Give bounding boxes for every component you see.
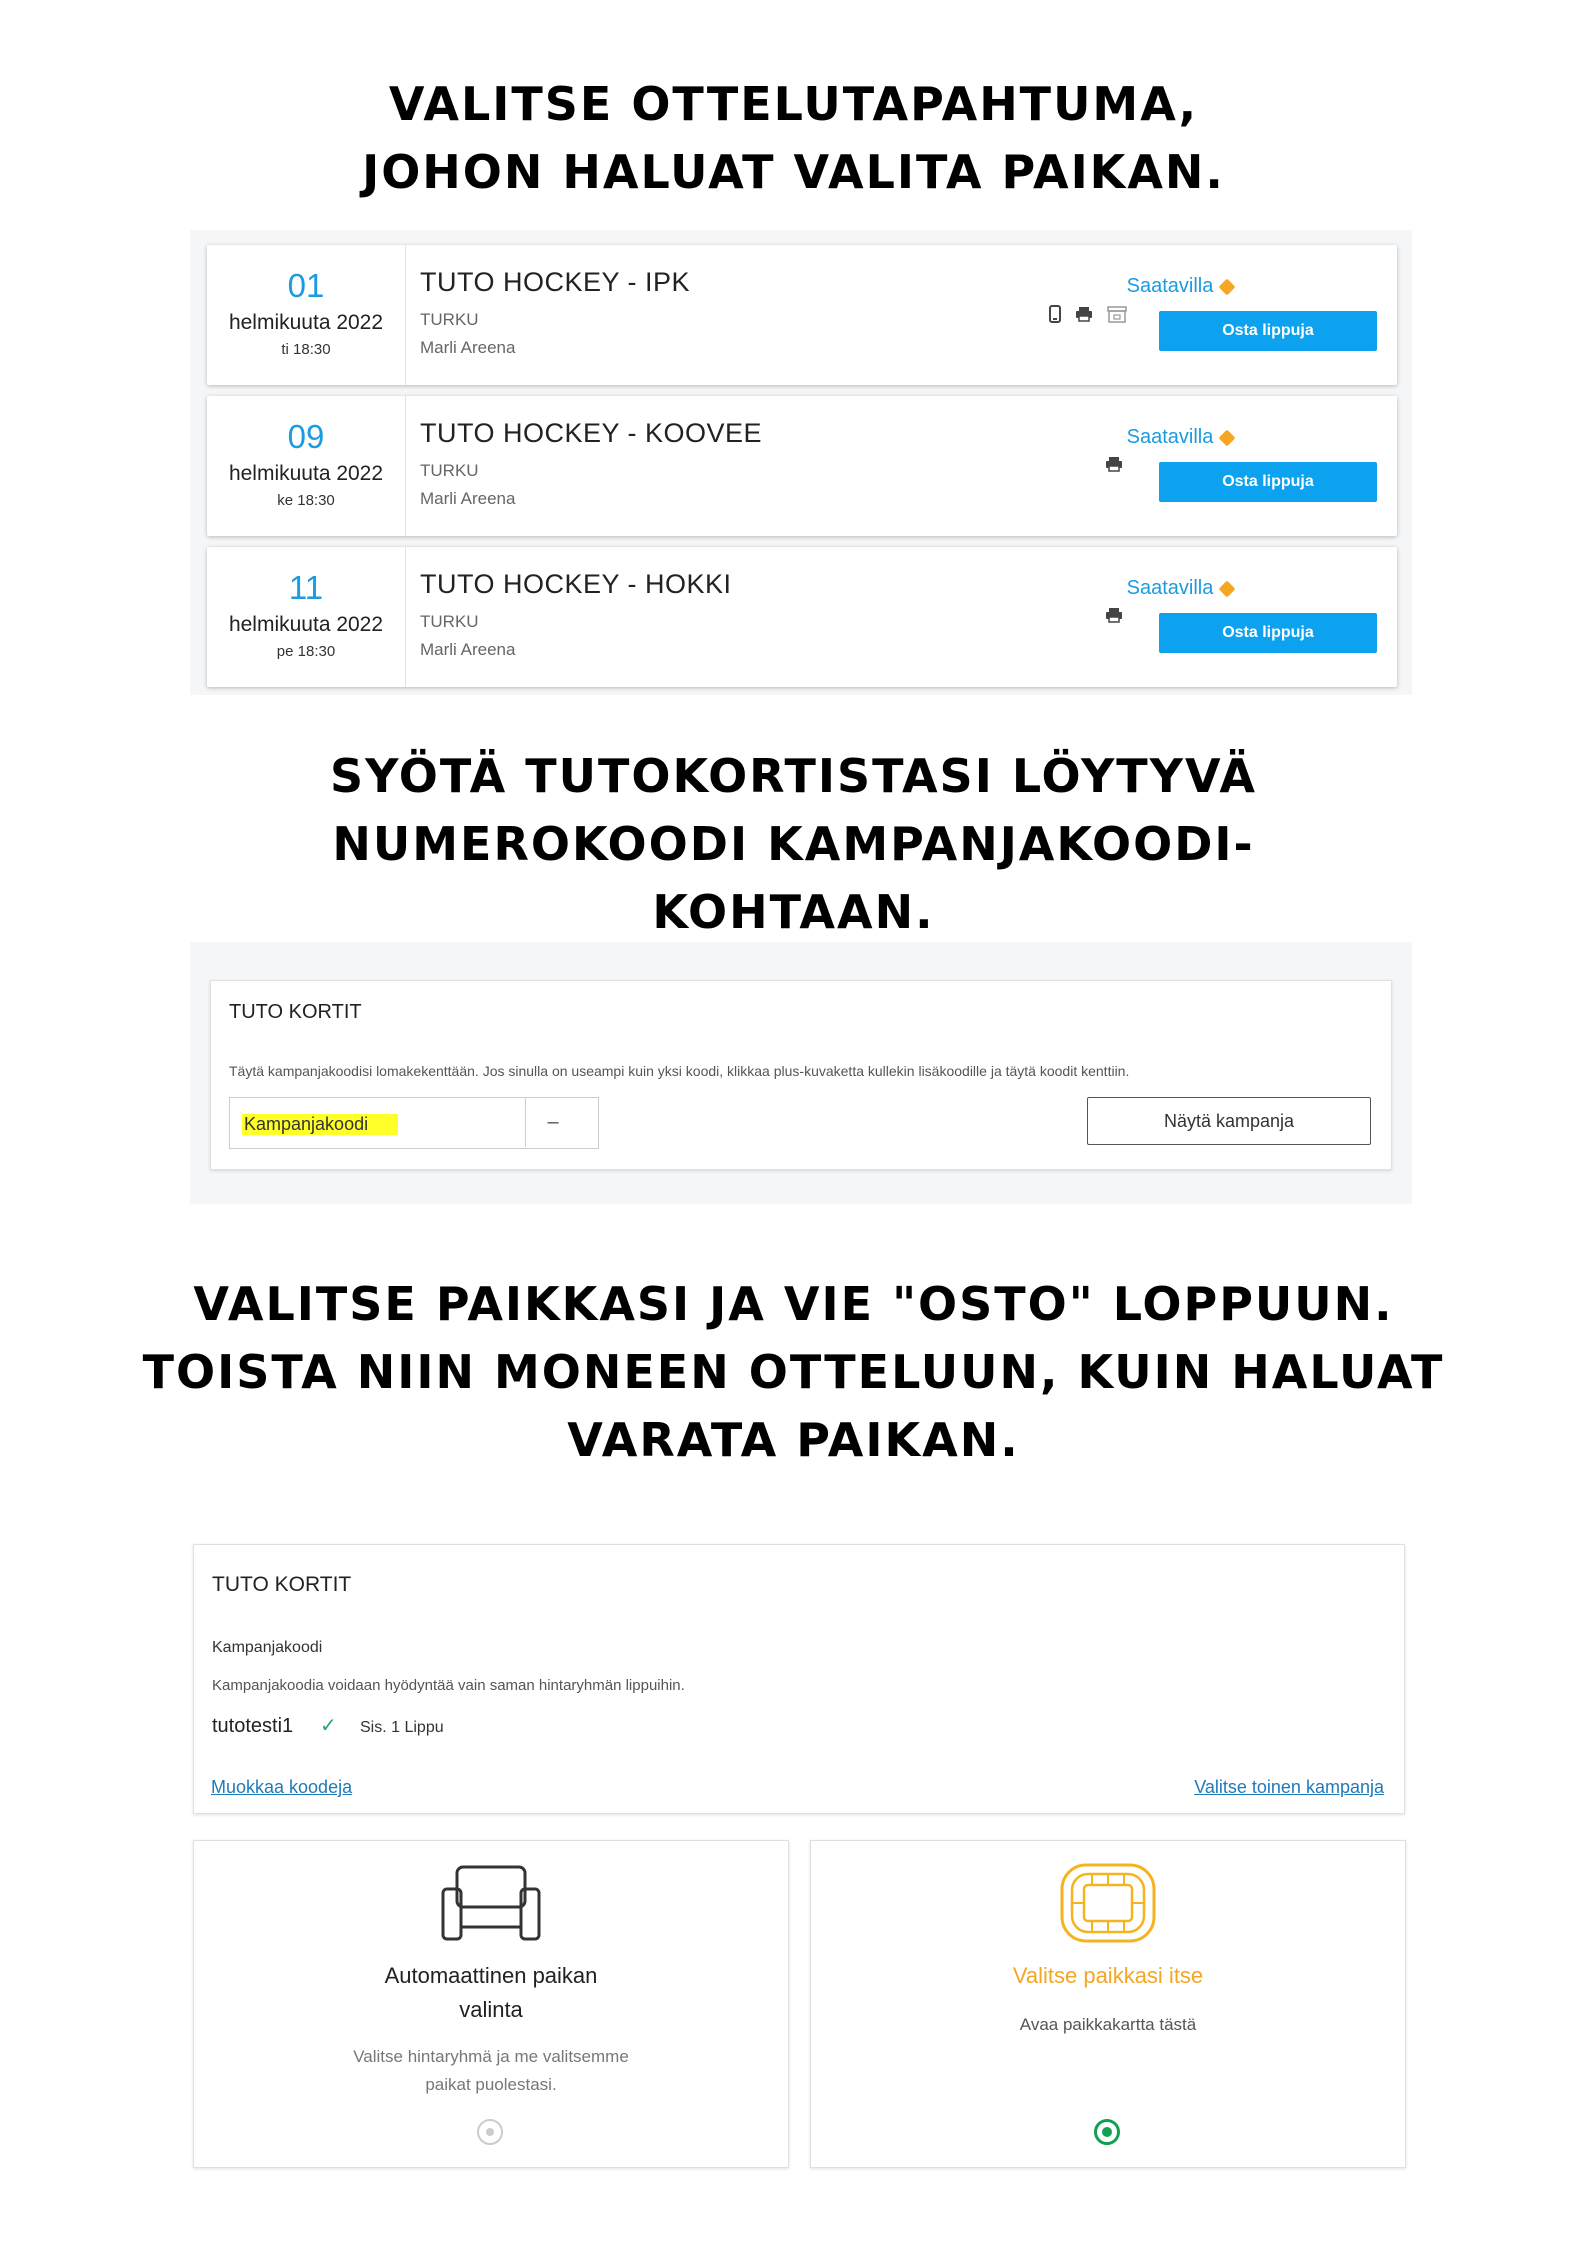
arena-map-icon [1058,1861,1158,1950]
event-card[interactable] [207,396,1397,536]
edit-codes-link[interactable]: Muokkaa koodeja [211,1777,353,1797]
event-card[interactable] [207,245,1397,385]
availability-label: Saatavilla [1126,275,1214,297]
instruction-heading-3 [0,1270,1587,1474]
event-venue: Marli Areena [420,338,516,357]
check-icon: ✓ [320,1715,337,1737]
event-month: helmikuuta 2022 [228,462,384,485]
campaign-code-form [210,980,1392,1170]
ticket-type-icons [1049,305,1127,328]
option-title-line: Automaattinen paikan [384,1963,598,1988]
event-date [207,245,406,385]
event-venue: Marli Areena [420,489,516,508]
instruction-heading-1 [0,70,1587,206]
availability-status [1071,275,1289,298]
heading-line: JOHON HALUAT VALITA PAIKAN. [362,145,1225,199]
event-title: TUTO HOCKEY - IPK [420,267,691,297]
option-description [194,2043,788,2099]
event-day: 09 [287,418,325,455]
auto-seat-option[interactable] [193,1840,789,2168]
armchair-icon [439,1863,543,1950]
manual-seat-option[interactable] [810,1840,1406,2168]
availability-label: Saatavilla [1126,577,1214,599]
campaign-code-value: Kampanjakoodi [242,1114,398,1135]
tag-icon [1219,580,1236,597]
event-city: TURKU [420,461,479,480]
tag-icon [1219,278,1236,295]
option-title-line: valinta [459,1997,523,2022]
availability-status [1071,577,1289,600]
ticket-count: Sis. 1 Lippu [360,1719,444,1736]
option-description-line: paikat puolestasi. [425,2075,557,2094]
event-card[interactable] [207,547,1397,687]
applied-campaign-card [193,1544,1405,1814]
event-city: TURKU [420,612,479,631]
heading-line: VARATA PAIKAN. [567,1413,1020,1467]
event-time: ti 18:30 [281,341,331,358]
event-day: 11 [288,569,324,606]
event-time: pe 18:30 [276,643,336,660]
option-title: Valitse paikkasi itse [1012,1963,1204,1988]
applied-code: tutotesti1 [212,1715,294,1737]
choose-other-campaign-link[interactable]: Valitse toinen kampanja [1194,1777,1384,1797]
instruction-heading-2 [0,742,1587,946]
mobile-ticket-icon [1049,305,1061,328]
manual-seat-radio[interactable] [1094,2119,1120,2145]
remove-code-button[interactable]: – [525,1097,580,1147]
event-venue: Marli Areena [420,640,516,659]
event-month: helmikuuta 2022 [228,311,384,334]
print-ticket-icon [1105,456,1123,477]
ticket-type-icons [1105,456,1123,477]
heading-line: VALITSE PAIKKASI JA VIE "OSTO" LOPPUUN. [193,1277,1394,1331]
campaign-code-label: Kampanjakoodi [212,1639,323,1656]
heading-line: NUMEROKOODI KAMPANJAKOODI- [332,817,1255,871]
print-ticket-icon [1105,607,1123,628]
event-title: TUTO HOCKEY - KOOVEE [420,418,763,448]
print-ticket-icon [1075,306,1093,327]
campaign-title: TUTO KORTIT [212,1573,352,1596]
radio-dot [486,2128,494,2136]
event-title: TUTO HOCKEY - HOKKI [420,569,732,599]
form-title: TUTO KORTIT [229,1001,362,1023]
event-date [207,396,406,536]
form-description: Täytä kampanjakoodisi lomakekenttään. Jos sinulla on useampi kuin yksi koodi, klikkaa plus-kuvaketta kullekin lisäkoodille ja täytä koodit kenttiin. [229,1063,1130,1079]
event-time: ke 18:30 [277,492,335,509]
buy-tickets-button[interactable]: Osta lippuja [1159,462,1377,502]
event-day: 01 [287,267,325,304]
show-campaign-button[interactable]: Näytä kampanja [1087,1097,1371,1145]
option-description: Avaa paikkakartta tästä [1019,2015,1197,2034]
buy-tickets-button[interactable]: Osta lippuja [1159,311,1377,351]
tag-icon [1219,429,1236,446]
option-title [194,1959,788,2027]
event-city: TURKU [420,310,479,329]
auto-seat-radio[interactable] [477,2119,503,2145]
event-date [207,547,406,687]
heading-line: SYÖTÄ TUTOKORTISTASI LÖYTYVÄ [329,749,1258,803]
availability-status [1071,426,1289,449]
box-office-icon [1107,305,1127,328]
heading-line: KOHTAAN. [652,885,935,939]
ticket-type-icons [1105,607,1123,628]
option-description-line: Valitse hintaryhmä ja me valitsemme [353,2047,629,2066]
radio-dot [1102,2127,1112,2137]
buy-tickets-button[interactable]: Osta lippuja [1159,613,1377,653]
heading-line: TOISTA NIIN MONEEN OTTELUUN, KUIN HALUAT [142,1345,1445,1399]
campaign-note: Kampanjakoodia voidaan hyödyntää vain saman hintaryhmän lippuihin. [212,1677,685,1694]
event-month: helmikuuta 2022 [228,613,384,636]
heading-line: VALITSE OTTELUTAPAHTUMA, [388,77,1199,131]
availability-label: Saatavilla [1126,426,1214,448]
